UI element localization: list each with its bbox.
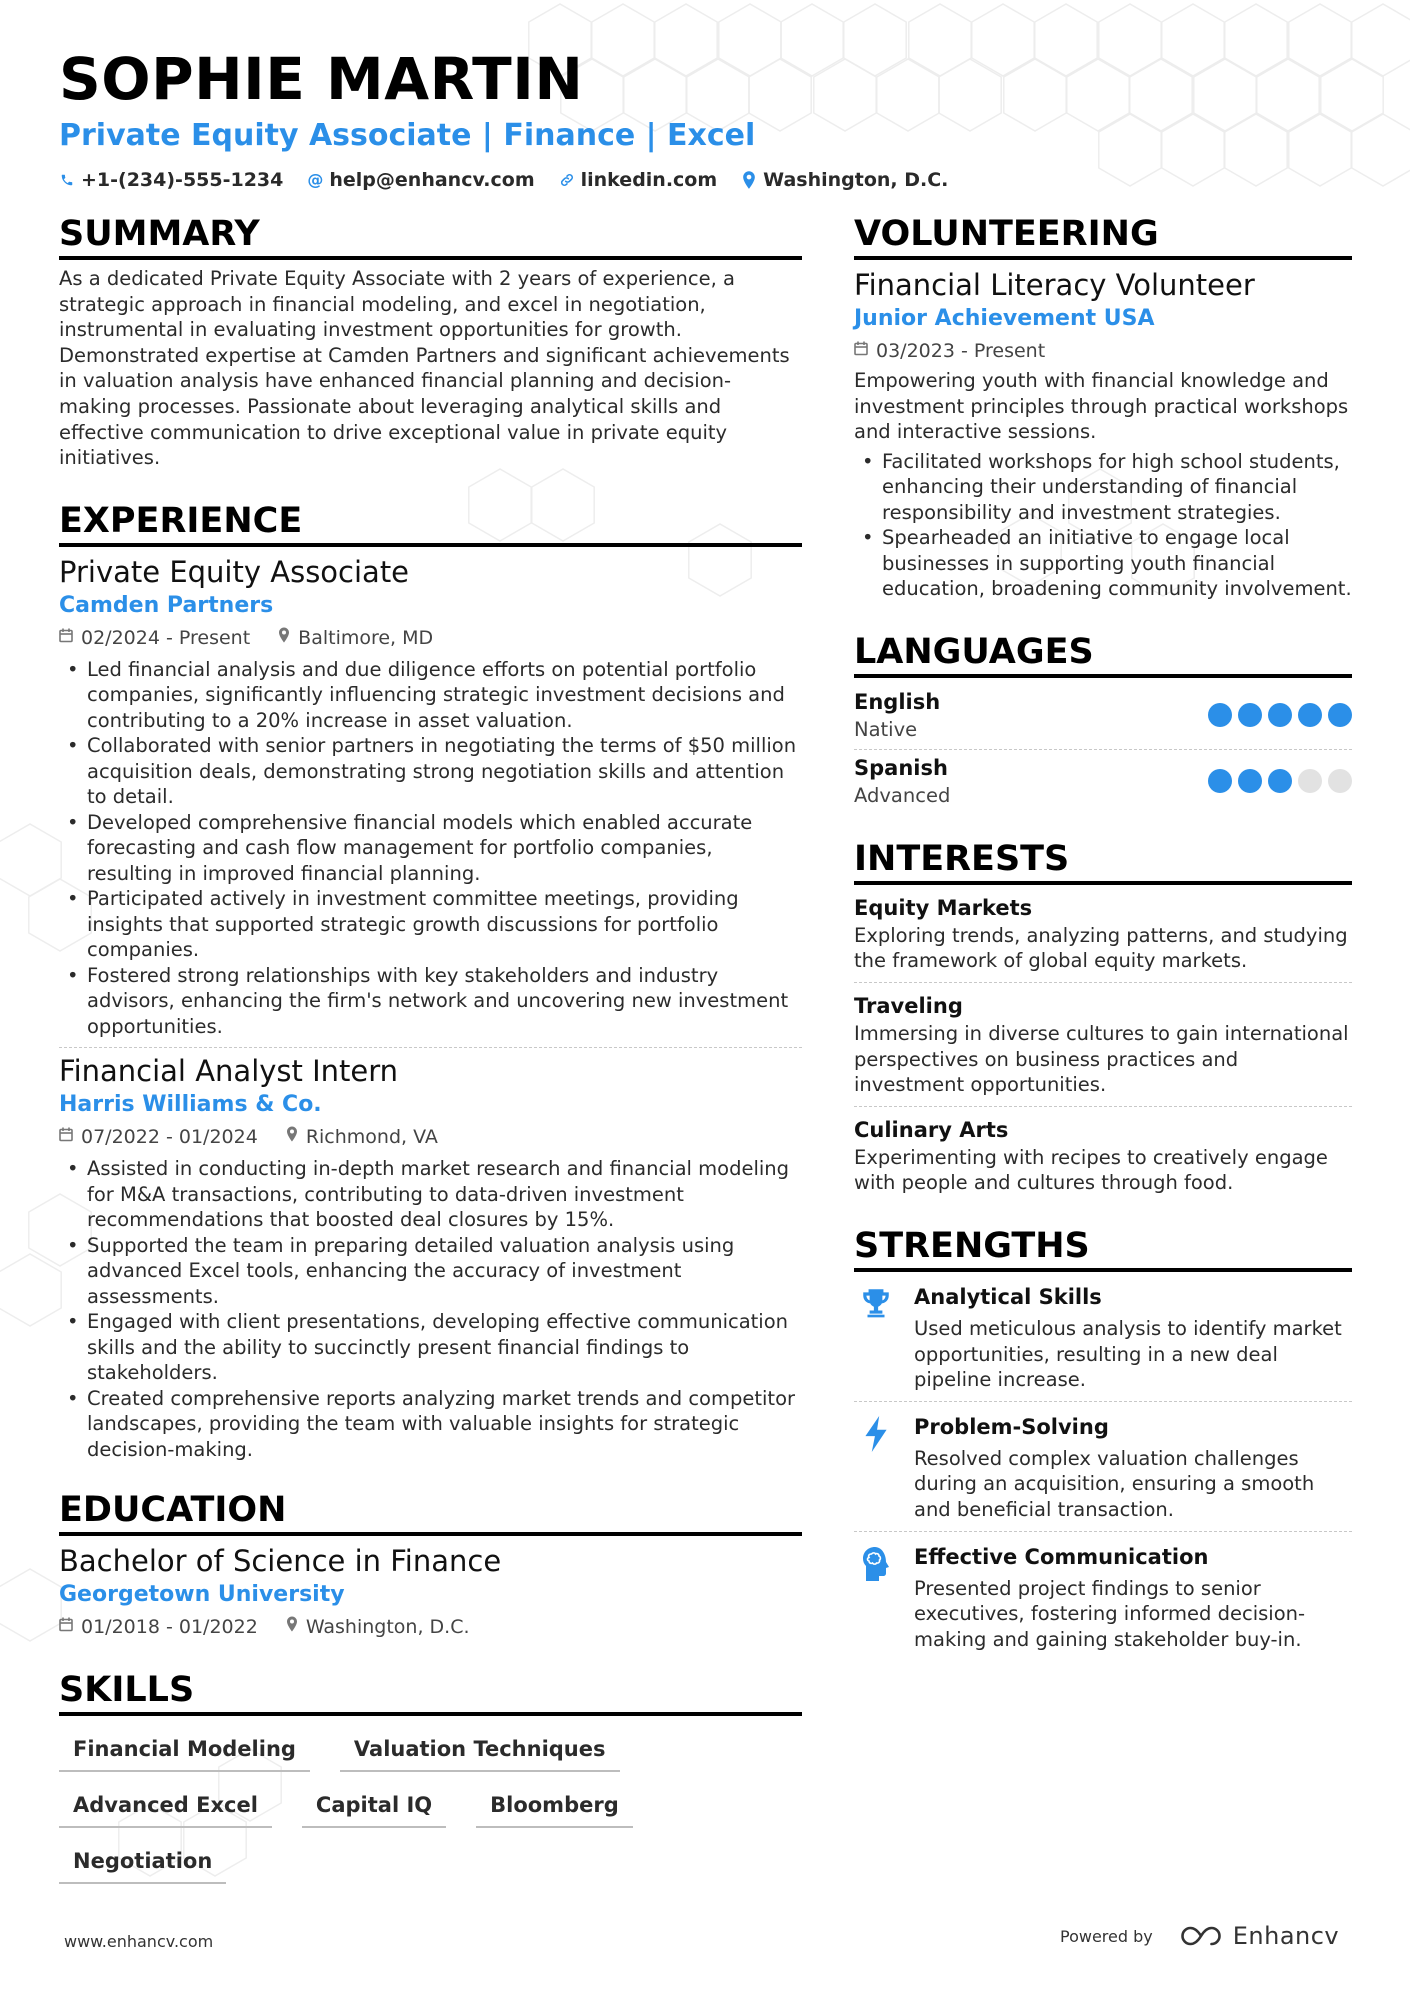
job-meta	[59, 623, 802, 653]
skill-tag: Capital IQ	[302, 1786, 446, 1828]
calendar-icon	[59, 623, 73, 653]
job-bullets	[59, 657, 802, 1040]
job-title: Private Equity Associate	[59, 554, 410, 589]
skill-tag: Negotiation	[59, 1842, 226, 1884]
strength-item	[854, 1278, 1352, 1402]
skill-tag: Valuation Techniques	[340, 1730, 620, 1772]
contact-phone-text: +1-(234)-555-1234	[81, 169, 284, 191]
job-company[interactable]: Harris Williams & Co.	[59, 1092, 322, 1118]
strength-body	[914, 1282, 1352, 1393]
contact-location-text: Washington, D.C.	[763, 169, 949, 191]
rating-dot-filled	[1268, 769, 1292, 793]
strength-text: Resolved complex valuation challenges during an acquisition, ensuring a smooth and beneficial transaction.	[914, 1446, 1315, 1521]
list-item: • Fostered strong relationships with key stakeholders and industry advisors, enhancing the firm's network and uncovering new investment opportunities.	[59, 963, 802, 1040]
list-item: • Facilitated workshops for high school students, enhancing their understanding of financial responsibility and investment strategies.	[854, 449, 1352, 526]
language-level: Native	[854, 717, 918, 741]
job-dates	[59, 623, 250, 653]
divider	[59, 1047, 802, 1048]
job-company[interactable]: Camden Partners	[59, 592, 274, 618]
education-dates-text: 01/2018 - 01/2022	[81, 1616, 258, 1639]
trophy-icon	[854, 1282, 898, 1393]
head-brain-icon	[854, 1542, 898, 1653]
skills-list	[59, 1730, 802, 1884]
volunteer-dates	[854, 336, 1045, 366]
interest-text: Experimenting with recipes to creatively engage with people and cultures through food.	[854, 1145, 1328, 1195]
job-meta	[59, 1122, 802, 1152]
skill-tag: Advanced Excel	[59, 1786, 272, 1828]
skills-heading: SKILLS	[59, 1668, 802, 1716]
candidate-title: Private Equity Associate | Finance | Excel	[59, 118, 756, 153]
strengths-heading: STRENGTHS	[854, 1224, 1352, 1272]
strength-item	[854, 1538, 1352, 1661]
language-level: Advanced	[854, 783, 951, 807]
experience-section	[59, 499, 802, 1463]
summary-text: As a dedicated Private Equity Associate with 2 years of experience, a strategic approach in financial modeling, and excel in negotiation, instrumental in evaluating investment opportunities for growth. Demonstrated expertise at Camden Partners and significant achievements in valuation analysis have enhanced financial planning and decision-making processes. Passionate about leveraging analytical skills and effective communication to drive exceptional value in private equity initiatives.	[59, 267, 790, 470]
contact-phone[interactable]	[59, 166, 283, 194]
language-row	[854, 750, 1352, 815]
language-rating	[1208, 769, 1352, 793]
rating-dot-empty	[1328, 769, 1352, 793]
degree-title: Bachelor of Science in Finance	[59, 1544, 502, 1579]
volunteer-org[interactable]: Junior Achievement USA	[854, 306, 1155, 331]
volunteer-dates-text: 03/2023 - Present	[876, 340, 1046, 362]
contact-linkedin-text: linkedin.com	[580, 169, 718, 191]
contact-bar	[59, 166, 1359, 194]
rating-dot-filled	[1208, 703, 1232, 727]
job-dates-text: 02/2024 - Present	[81, 626, 251, 649]
interest-item	[854, 989, 1352, 1107]
infinity-logo-icon	[1179, 1925, 1225, 1947]
job-location	[286, 1122, 438, 1152]
volunteering-heading: VOLUNTEERING	[854, 212, 1352, 260]
contact-email[interactable]	[307, 166, 534, 194]
skills-section	[59, 1668, 802, 1884]
rating-dot-filled	[1238, 703, 1262, 727]
job-dates	[59, 1122, 258, 1152]
list-item: • Collaborated with senior partners in negotiating the terms of $50 million acquisition deals, demonstrating strong negotiation skills and attention to detail.	[59, 733, 802, 810]
strength-title: Problem-Solving	[914, 1414, 1109, 1439]
volunteer-bullets	[854, 449, 1352, 602]
brand-name: Enhancv	[1232, 1922, 1340, 1950]
interest-text: Exploring trends, analyzing patterns, and studying the framework of global equity markets.	[854, 923, 1348, 973]
language-name: Spanish	[854, 755, 948, 780]
experience-heading: EXPERIENCE	[59, 499, 802, 547]
link-icon	[559, 172, 575, 188]
left-column	[59, 212, 802, 1884]
strength-title: Effective Communication	[914, 1544, 1209, 1569]
job-title: Financial Analyst Intern	[59, 1054, 399, 1089]
job-location	[278, 623, 433, 653]
language-info	[854, 754, 950, 809]
language-rating	[1208, 703, 1352, 727]
phone-icon	[59, 173, 75, 187]
contact-location	[741, 166, 948, 194]
education-heading: EDUCATION	[59, 1488, 802, 1536]
rating-dot-filled	[1208, 769, 1232, 793]
strength-body	[914, 1542, 1352, 1653]
calendar-icon	[59, 1122, 73, 1152]
languages-section	[854, 630, 1352, 815]
interests-section	[854, 837, 1352, 1204]
interest-item	[854, 1113, 1352, 1204]
right-column	[854, 212, 1352, 1660]
volunteer-description: Empowering youth with financial knowledge and investment principles through practical workshops and interactive sessions.	[854, 369, 1349, 444]
calendar-icon	[59, 1612, 73, 1642]
summary-heading: SUMMARY	[59, 212, 802, 260]
footer-website[interactable]: www.enhancv.com	[64, 1932, 214, 1951]
location-pin-icon	[278, 623, 290, 653]
list-item: • Led financial analysis and due diligence efforts on potential portfolio companies, significantly influencing strategic investment decisions and contributing to a 20% increase in asset valuation.	[59, 657, 802, 734]
interest-title: Equity Markets	[854, 895, 1033, 920]
list-item: • Created comprehensive reports analyzing market trends and competitor landscapes, providing the team with valuable insights for strategic decision-making.	[59, 1386, 802, 1463]
interest-title: Culinary Arts	[854, 1117, 1009, 1142]
list-item: • Participated actively in investment committee meetings, providing insights that supported strategic growth discussions for portfolio companies.	[59, 886, 802, 963]
volunteer-meta	[854, 336, 1352, 366]
job-bullets	[59, 1156, 802, 1462]
language-info	[854, 688, 940, 743]
list-item: • Developed comprehensive financial models which enabled accurate forecasting and cash flow management for portfolio companies, resulting in improved financial planning.	[59, 810, 802, 887]
brand-logo	[1179, 1922, 1339, 1950]
job-location-text: Richmond, VA	[305, 1126, 438, 1149]
location-pin-icon	[741, 171, 757, 189]
at-icon: @	[307, 170, 324, 189]
education-dates	[59, 1612, 258, 1642]
contact-linkedin[interactable]	[559, 166, 718, 194]
list-item: • Supported the team in preparing detailed valuation analysis using advanced Excel tools, enhancing the accuracy of investment assessments.	[59, 1233, 802, 1310]
contact-email-text: help@enhancv.com	[329, 169, 535, 191]
calendar-icon	[854, 336, 868, 366]
list-item: • Spearheaded an initiative to engage local businesses in supporting youth financial education, broadening community involvement.	[854, 525, 1352, 602]
rating-dot-empty	[1298, 769, 1322, 793]
interest-item	[854, 891, 1352, 983]
strengths-section	[854, 1224, 1352, 1660]
education-location-text: Washington, D.C.	[305, 1616, 470, 1639]
list-item: • Engaged with client presentations, developing effective communication skills and the ability to succinctly present financial findings to stakeholders.	[59, 1309, 802, 1386]
skill-tag: Financial Modeling	[59, 1730, 310, 1772]
job-entry	[59, 553, 802, 1040]
job-dates-text: 07/2022 - 01/2024	[81, 1126, 258, 1149]
education-section	[59, 1488, 802, 1642]
school-name[interactable]: Georgetown University	[59, 1582, 345, 1608]
language-name: English	[854, 689, 941, 714]
strength-title: Analytical Skills	[914, 1284, 1102, 1309]
strength-item	[854, 1408, 1352, 1532]
rating-dot-filled	[1298, 703, 1322, 727]
rating-dot-filled	[1328, 703, 1352, 727]
interest-title: Traveling	[854, 993, 963, 1018]
footer-branding[interactable]	[1060, 1922, 1339, 1950]
language-row	[854, 684, 1352, 750]
job-location-text: Baltimore, MD	[298, 626, 434, 649]
rating-dot-filled	[1238, 769, 1262, 793]
job-entry	[59, 1052, 802, 1462]
volunteering-section	[854, 212, 1352, 602]
list-item: • Assisted in conducting in-depth market research and financial modeling for M&A transactions, contributing to data-driven investment recommendations that boosted deal closures by 15%.	[59, 1156, 802, 1233]
strength-body	[914, 1412, 1352, 1523]
candidate-name: SOPHIE MARTIN	[59, 45, 584, 113]
interests-heading: INTERESTS	[854, 837, 1352, 885]
education-location	[286, 1612, 470, 1642]
skill-tag: Bloomberg	[476, 1786, 633, 1828]
strength-text: Presented project findings to senior executives, fostering informed decision-making and gaining stakeholder buy-in.	[914, 1576, 1306, 1651]
resume-header	[59, 44, 1359, 194]
location-pin-icon	[286, 1612, 298, 1642]
powered-by-label: Powered by	[1060, 1926, 1153, 1946]
education-meta	[59, 1612, 802, 1642]
lightning-icon	[854, 1412, 898, 1523]
interest-text: Immersing in diverse cultures to gain international perspectives on business practices and investment opportunities.	[854, 1021, 1349, 1097]
volunteer-role: Financial Literacy Volunteer	[854, 268, 1255, 302]
languages-heading: LANGUAGES	[854, 630, 1352, 678]
rating-dot-filled	[1268, 703, 1292, 727]
summary-section	[59, 212, 802, 471]
strength-text: Used meticulous analysis to identify market opportunities, resulting in a new deal pipeline increase.	[914, 1316, 1342, 1392]
location-pin-icon	[286, 1122, 298, 1152]
